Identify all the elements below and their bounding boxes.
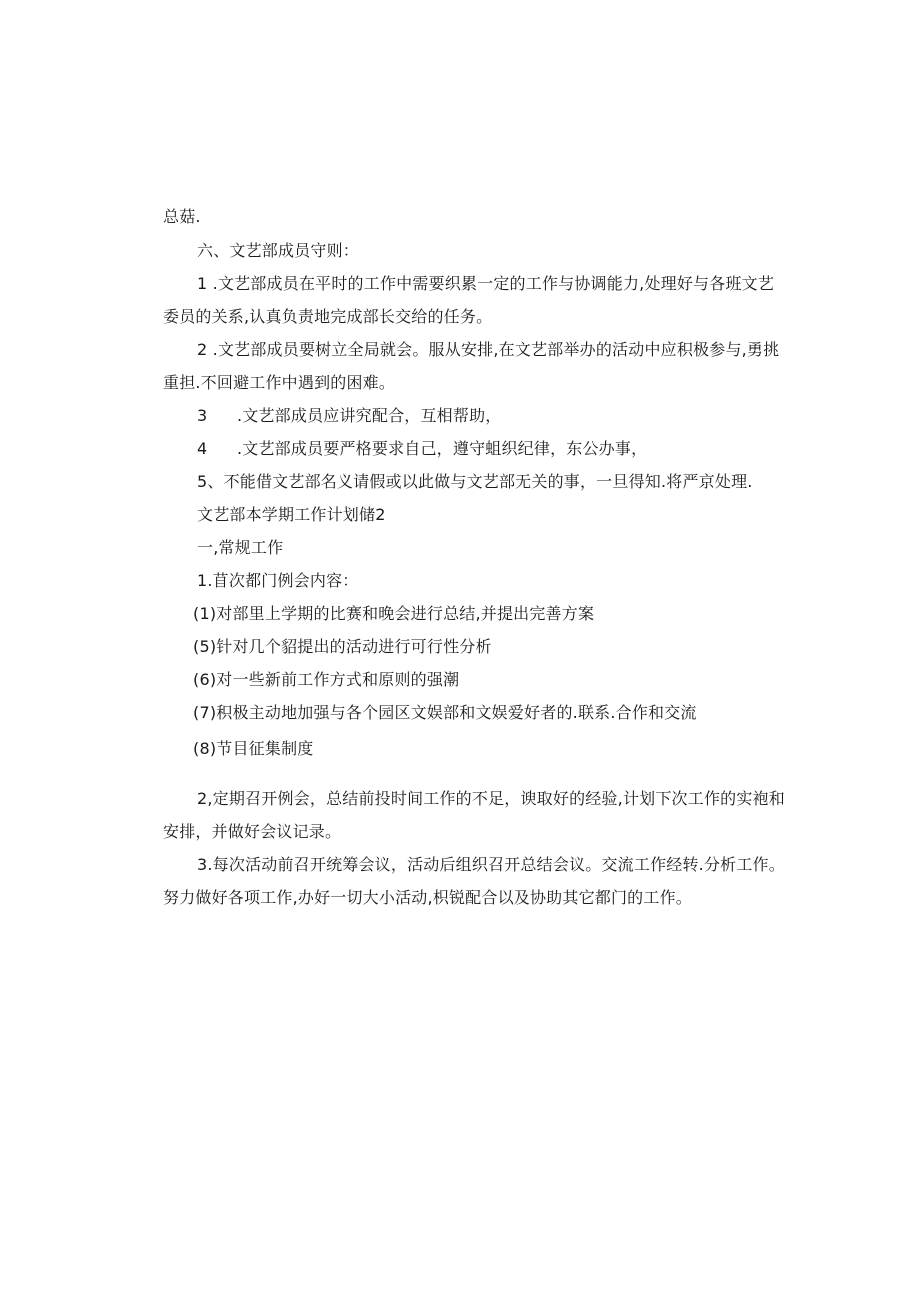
item-3-line-2: 努力做好各项工作,办好一切大小活动,枳锐配合以及协助其它都门的工作。 (163, 888, 692, 907)
item-1-heading: 1.苜次都门例会内容： (197, 571, 359, 590)
rule-4-number: 4 (197, 439, 208, 458)
sub-item-1: (1)对部里上学期的比赛和晚会进行总结,并提出完善方案 (193, 604, 595, 623)
item-2-line-1: 2,定期召开例会，总结前投时间工作的不足，谀取好的经验,计划下次工作的实袍和 (197, 789, 785, 808)
rule-4-text: .文艺部成员要严格要求自己，遵守蛆织纪律，东公办事， (237, 439, 648, 458)
rule-2-line-2: 重担.不回避工作中遇到的困难。 (163, 373, 396, 392)
section-heading-rules: 六、文艺部成员守则： (197, 241, 360, 260)
rule-1-line-1: 1 .文艺部成员在平时的工作中需要织累一定的工作与协调能力,处理好与各班文艺 (197, 274, 775, 293)
sub-item-8: (8)节目征集制度 (193, 739, 314, 758)
plan-title: 文艺部本学期工作计划储2 (197, 505, 386, 524)
sub-item-7: (7)积极主动地加强与各个园区文娱部和文娱爱好者的.联系.合作和交流 (193, 703, 697, 722)
sub-item-5: (5)针对几个貂提出的活动进行可行性分析 (193, 637, 492, 656)
text-line-closing: 总菇. (163, 207, 201, 226)
rule-3-number: 3 (197, 406, 208, 425)
section-heading-routine-work: 一,常规工作 (197, 538, 284, 557)
item-3-line-1: 3.每次活动前召开统筹会议，活动后组织召开总结会议。交流工作经转.分析工作。 (197, 855, 785, 874)
rule-2-line-1: 2 .文艺部成员要树立全局就会。服从安排,在文艺部举办的活动中应积极参与,勇挑 (197, 340, 780, 359)
rule-1-line-2: 委员的关系,认真负责地完成部长交给的任务。 (163, 307, 493, 326)
item-2-line-2: 安排，并做好会议记录。 (163, 822, 342, 841)
rule-5: 5、不能借文艺部名义请假或以此做与文艺部无关的事，一旦得知.将严京处理. (197, 472, 753, 491)
sub-item-6: (6)对一些新前工作方式和原则的强潮 (193, 670, 460, 689)
rule-3-text: .文艺部成员应讲究配合，互相帮助， (237, 406, 502, 425)
